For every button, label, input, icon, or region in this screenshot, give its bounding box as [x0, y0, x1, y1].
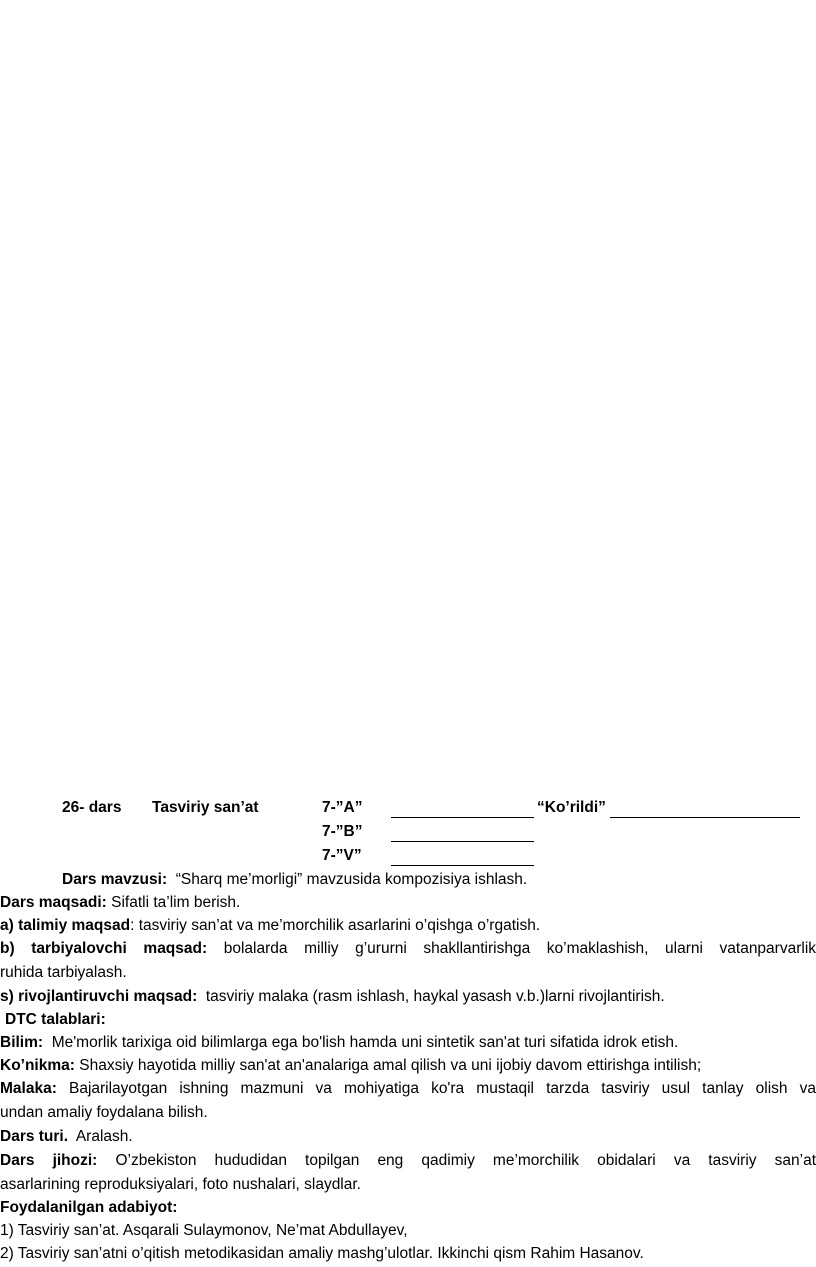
class-7a-line: [391, 800, 534, 826]
malaka-label: Malaka:: [0, 1080, 57, 1097]
lesson-topic: [62, 868, 527, 892]
goal-label: Dars maqsadi:: [0, 894, 107, 911]
literature-item: 2) Tasviriy san’atni o’qitish metodikasidan amaliy mashg’ulotlar. Ikkinchi qism Rahim Hasanov.: [0, 1245, 644, 1262]
goal-b: [0, 937, 816, 985]
class-7v: 7-”V”: [322, 847, 362, 864]
turi-value: Aralash.: [75, 1128, 133, 1145]
goal-a-value: : tasviriy san’at va me’morchilik asarlarini o’qishga o’rgatish.: [130, 917, 541, 934]
topic-label: Dars mavzusi:: [62, 871, 168, 888]
bilim-label: Bilim:: [0, 1034, 44, 1051]
approved-line: [610, 800, 800, 826]
subject-title: Tasviriy san’at: [152, 799, 259, 816]
konikma-value: Shaxsiy hayotida milliy san'at an'analariga amal qilish va uni ijobiy davom ettirishga intilish;: [79, 1057, 702, 1074]
goal-b-line2: ruhida tarbiyalash.: [0, 964, 127, 981]
class-7a: 7-”A”: [322, 799, 363, 816]
jihozi-line1: Dars jihozi: O’zbekiston hududidan topilgan eng qadimiy me’morchilik obidalari va tasviriy san’at: [0, 1152, 816, 1169]
literature-item: 1) Tasviriy san’at. Asqarali Sulaymonov, Ne’mat Abdullayev,: [0, 1222, 408, 1239]
malaka: [0, 1077, 816, 1125]
bilim-value: Me'morlik tarixiga oid bilimlarga ega bo'lish hamda uni sintetik san'at turi sifatida idrok etish.: [51, 1034, 679, 1051]
goal-a-label: a) talimiy maqsad: [0, 917, 131, 934]
topic-value: “Sharq me’morligi” mavzusida kompozisiya ishlash.: [175, 871, 528, 888]
jihozi-line2: asarlarining reproduksiyalari, foto nushalari, slaydlar.: [0, 1176, 361, 1193]
dars-jihozi: [0, 1149, 816, 1197]
jihozi-label: Dars jihozi:: [0, 1152, 98, 1169]
class-7b-line: [391, 824, 534, 850]
dtc-heading: DTC talablari:: [5, 1011, 106, 1028]
konikma-label: Ko’nikma:: [0, 1057, 75, 1074]
turi-label: Dars turi.: [0, 1128, 69, 1145]
lesson-number: 26- dars: [62, 799, 122, 816]
approved-label: “Ko’rildi”: [537, 799, 606, 816]
malaka-line2: undan amaliy foydalana bilish.: [0, 1104, 208, 1121]
goal-b-label: b) tarbiyalovchi maqsad:: [0, 940, 208, 957]
malaka-line1: Malaka: Bajarilayotgan ishning mazmuni va mohiyatiga ko'ra mustaqil tarzda tasviriy usul tanlay olish va: [0, 1080, 816, 1097]
goal-b-line1: b) tarbiyalovchi maqsad: bolalarda milliy g’ururni shakllantirishga ko’maklashish, ularni vatanparvarlik: [0, 940, 816, 957]
literature-heading: Foydalanilgan adabiyot:: [0, 1199, 178, 1216]
lesson-goal: [0, 891, 240, 915]
bilim: [0, 1031, 678, 1055]
goal-s-value: tasviriy malaka (rasm ishlash, haykal yasash v.b.)larni rivojlantirish.: [205, 988, 665, 1005]
goal-a: [0, 914, 540, 938]
konikma: [0, 1054, 701, 1078]
class-7b: 7-”B”: [322, 823, 363, 840]
dars-turi: [0, 1125, 133, 1149]
goal-s-label: s) rivojlantiruvchi maqsad:: [0, 988, 198, 1005]
goal-value: Sifatli ta’lim berish.: [111, 894, 241, 911]
goal-s: [0, 985, 665, 1009]
